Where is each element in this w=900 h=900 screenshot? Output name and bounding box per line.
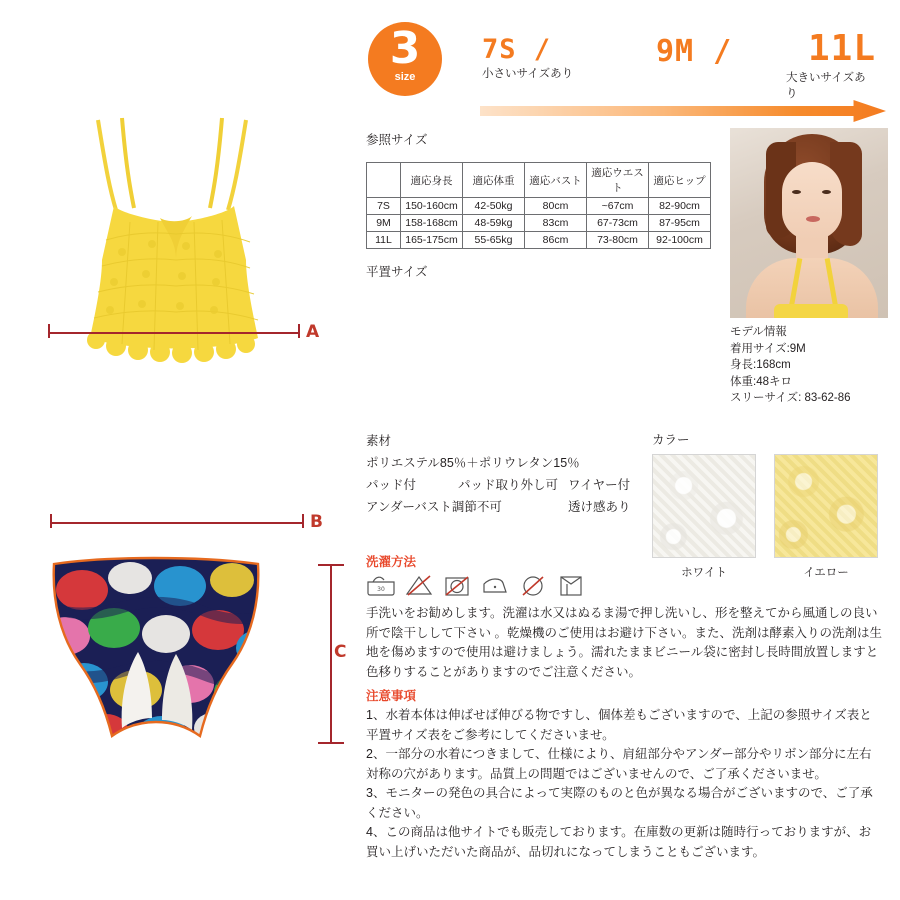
- measure-line-c: [330, 564, 332, 744]
- size-option-9m-code: 9M /: [656, 34, 733, 69]
- cell-r1c0: 9M: [367, 215, 401, 232]
- size-option-11l-note: 大きいサイズあり: [786, 72, 866, 100]
- size-option-9m: [656, 34, 732, 69]
- note-item-1: 1、水着本体は伸ばせば伸びる物ですし、個体差もございますので、上記の参照サイズ表と平置サイズ表をご参考にしてくださいませ。: [366, 708, 872, 742]
- bikini-top-photo: [10, 110, 350, 390]
- cell-r2c0: 11L: [367, 232, 401, 249]
- svg-text:30: 30: [377, 586, 385, 593]
- wash-icon-row: [366, 572, 586, 600]
- table-row: [367, 215, 711, 232]
- line-dry-shade-icon: [556, 572, 586, 600]
- hand-wash-30-icon: [366, 572, 396, 600]
- table-row: [367, 198, 711, 215]
- measure-label-b: B: [310, 512, 323, 532]
- reference-size-table: [366, 162, 711, 249]
- cell-r0c3: 80cm: [525, 198, 587, 215]
- col-head-1: 適応身長: [401, 163, 463, 198]
- measure-label-a: A: [306, 322, 320, 342]
- model-info: [730, 324, 851, 407]
- cell-r1c4: 67-73cm: [587, 215, 649, 232]
- material-title: 素材: [366, 434, 392, 448]
- col-head-2: 適応体重: [463, 163, 525, 198]
- measure-tick-a-left: [48, 324, 50, 338]
- size-count-number: 3: [389, 23, 421, 74]
- material-wire: ワイヤー付: [568, 478, 631, 492]
- material-underbust: アンダーバスト調節不可: [366, 500, 502, 514]
- model-info-line-3: スリーサイズ: 83-62-86: [730, 392, 851, 404]
- col-head-3: 適応バスト: [525, 163, 587, 198]
- cell-r0c1: 150-160cm: [401, 198, 463, 215]
- cell-r0c0: 7S: [367, 198, 401, 215]
- size-option-11l: [786, 28, 888, 101]
- measure-tick-a-right: [298, 324, 300, 338]
- cell-r2c3: 86cm: [525, 232, 587, 249]
- table-row: [367, 232, 711, 249]
- material-sheer: 透け感あり: [568, 500, 631, 514]
- measure-line-b: [50, 522, 302, 524]
- cell-r1c5: 87-95cm: [649, 215, 711, 232]
- cell-r1c2: 48-59kg: [463, 215, 525, 232]
- no-tumble-dry-icon: [442, 572, 472, 600]
- measure-label-c: C: [334, 642, 347, 662]
- no-dry-clean-icon: [518, 572, 548, 600]
- size-count-label: size: [394, 71, 416, 83]
- note-item-2: 2、一部分の水着につきまして、仕様により、肩紐部分やアンダー部分やリボン部分に左右対称の穴があります。品質上の問題ではございませんので、ご了承くださいませ。: [366, 747, 872, 781]
- color-chip-yellow[interactable]: [774, 454, 878, 558]
- model-info-line-1: 身長:168cm: [730, 359, 791, 371]
- cell-r0c2: 42-50kg: [463, 198, 525, 215]
- wash-title: 洗濯方法: [366, 555, 417, 569]
- material-pad-removable: パッド取り外し可: [458, 478, 559, 492]
- size-option-11l-code: 11L: [808, 28, 877, 69]
- col-head-4: 適応ウエスト: [587, 163, 649, 198]
- cell-r2c1: 165-175cm: [401, 232, 463, 249]
- material-pad: パッド付: [366, 478, 417, 492]
- model-info-line-2: 体重:48キロ: [730, 375, 792, 388]
- notes-body: [366, 706, 882, 862]
- bikini-bottom-photo: [10, 512, 350, 780]
- size-option-7s: [482, 34, 573, 81]
- measure-tick-c-bottom: [318, 742, 344, 744]
- material-block: [366, 430, 631, 518]
- cell-r1c1: 158-168cm: [401, 215, 463, 232]
- iron-low-icon: [480, 572, 510, 600]
- color-name-yellow: イエロー: [803, 567, 849, 579]
- color-name-white: ホワイト: [681, 567, 727, 579]
- size-option-7s-code: 7S /: [482, 34, 552, 65]
- measure-tick-c-top: [318, 564, 344, 566]
- model-info-title: モデル情報: [730, 326, 787, 338]
- color-title: カラー: [652, 433, 690, 447]
- no-chlorine-bleach-icon: [404, 572, 434, 600]
- col-head-5: 適応ヒップ: [649, 163, 711, 198]
- color-swatch-white[interactable]: [652, 454, 756, 580]
- material-features-row-2: [366, 496, 631, 518]
- material-composition: ポリエステル85％＋ポリウレタン15％: [366, 456, 580, 470]
- measure-tick-b-right: [302, 514, 304, 528]
- size-header: [368, 14, 888, 124]
- note-item-4: 4、この商品は他サイトでも販売しております。在庫数の更新は随時行っておりますが、お買い上げいただいた商品が、品切れになってしまうこともございます。: [366, 825, 872, 859]
- model-info-line-0: 着用サイズ:9M: [730, 342, 806, 355]
- size-option-7s-note: 小さいサイズあり: [482, 68, 574, 80]
- measure-tick-b-left: [50, 514, 52, 528]
- wash-instructions: 手洗いをお勧めします。洗濯は水又はぬるま湯で押し洗いし、形を整えてから風通しの良い所で陰干しして下さい 。乾燥機のご使用はお避け下さい。また、洗剤は酵素入りの洗剤は生地を傷めますので使用は避けましょう。濡れたままビニール袋に密封し長時間放置しますと色移りすることがありますのでご注意ください。: [366, 606, 882, 679]
- size-count-badge: [368, 22, 442, 96]
- cell-r1c3: 83cm: [525, 215, 587, 232]
- cell-r2c4: 73-80cm: [587, 232, 649, 249]
- table-header-row: [367, 163, 711, 198]
- note-item-3: 3、モニターの発色の具合によって実際のものと色が異なる場合がございますので、ご了承ください。: [366, 786, 873, 820]
- color-block: [652, 430, 892, 580]
- color-swatch-yellow[interactable]: [774, 454, 878, 580]
- cell-r2c2: 55-65kg: [463, 232, 525, 249]
- cell-r2c5: 92-100cm: [649, 232, 711, 249]
- size-gradient-arrow: [480, 100, 886, 122]
- color-chip-white[interactable]: [652, 454, 756, 558]
- reference-size-title: 参照サイズ: [366, 133, 428, 147]
- cell-r0c4: ~67cm: [587, 198, 649, 215]
- cell-r0c5: 82-90cm: [649, 198, 711, 215]
- col-head-0: [367, 163, 401, 198]
- flat-size-title: 平置サイズ: [366, 265, 428, 279]
- notes-title: 注意事項: [366, 689, 417, 703]
- material-features-row-1: [366, 474, 631, 496]
- model-photo: [730, 128, 888, 318]
- measure-line-a: [48, 332, 298, 334]
